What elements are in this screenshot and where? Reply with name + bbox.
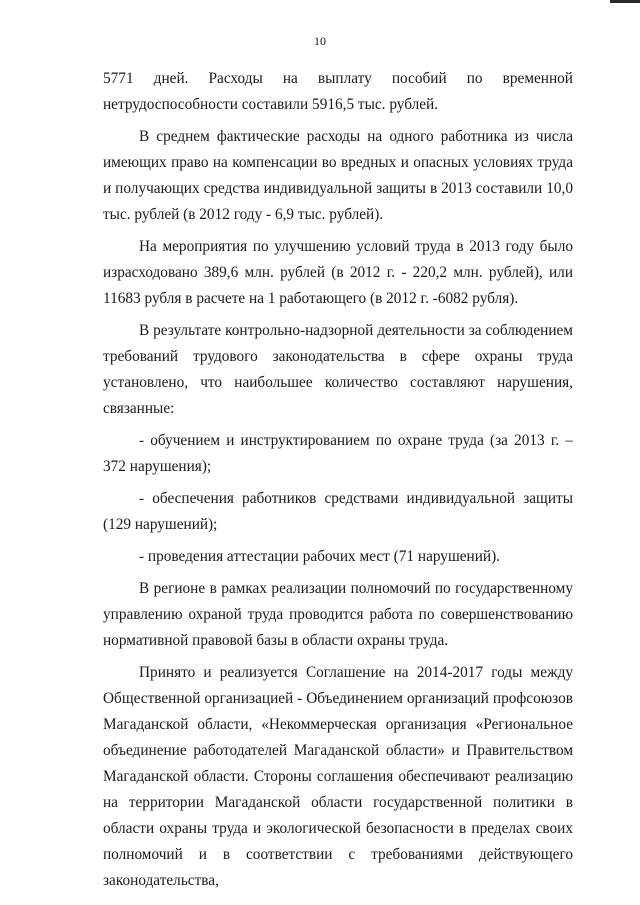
- list-item-training-violations: - обучением и инструктированием по охране труда (за 2013 г. – 372 нарушения);: [103, 432, 573, 475]
- page-number: 10: [314, 34, 326, 48]
- document-body: [103, 66, 573, 900]
- paragraph-agreement-2014-2017: Принято и реализуется Соглашение на 2014-2017 годы между Общественной организацией - Объединением организаций профсоюзов Магаданской области, «Некоммерческая организация «Региональное объединение работодателей Магаданской области» и Правительством Магаданской области. Стороны соглашения обеспечивают реализацию на территории Магаданской области государственной политики в области охраны труда и экологической безопасности в пределах своих полномочий и в соответствии с требованиями действующего законодательства,: [103, 664, 573, 889]
- list-item-workplace-certification-violations: - проведения аттестации рабочих мест (71 нарушений).: [139, 548, 501, 565]
- paragraph-regional-regulation: В регионе в рамках реализации полномочий по государственному управлению охраной труда проводится работа по совершенствованию нормативной правовой базы в области охраны труда.: [103, 580, 573, 649]
- corner-scan-mark: [610, 0, 640, 3]
- paragraph-absence-days: 5771 дней. Расходы на выплату пособий по временной нетрудоспособности составили 5916,5 тыс. рублей.: [103, 70, 573, 113]
- list-item-protective-equipment-violations: - обеспечения работников средствами индивидуальной защиты (129 нарушений);: [103, 490, 573, 533]
- paragraph-inspection-results: В результате контрольно-надзорной деятельности за соблюдением требований трудового законодательства в сфере охраны труда установлено, что наибольшее количество составляют нарушения, связанные:: [103, 322, 573, 417]
- paragraph-improvement-measures: На мероприятия по улучшению условий труда в 2013 году было израсходовано 389,6 млн. рублей (в 2012 г. - 220,2 млн. рублей), или 11683 рубля в расчете на 1 работающего (в 2012 г. -6082 рубля).: [103, 238, 573, 307]
- paragraph-average-expenses: В среднем фактические расходы на одного работника из числа имеющих право на компенсации во вредных и опасных условиях труда и получающих средства индивидуальной защиты в 2013 составили 10,0 тыс. рублей (в 2012 году - 6,9 тыс. рублей).: [103, 128, 573, 223]
